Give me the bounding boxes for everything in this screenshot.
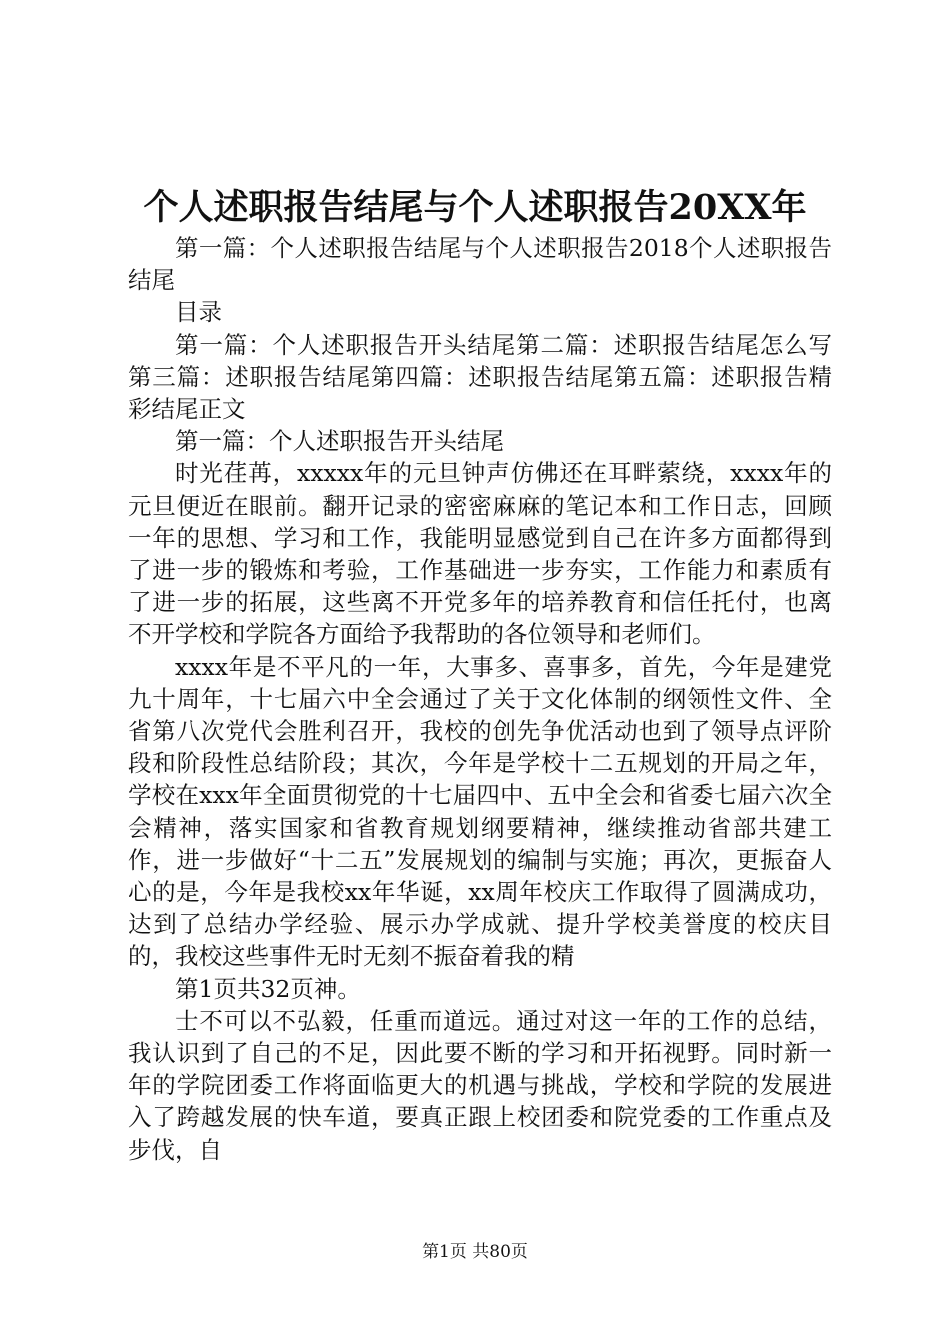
paragraph-part-heading: 第一篇：个人述职报告结尾与个人述职报告2018个人述职报告结尾 bbox=[128, 234, 832, 295]
paragraph-toc-label: 目录 bbox=[175, 298, 222, 327]
paragraph-body-2: xxxx年是不平凡的一年，大事多、喜事多，首先，今年是建党九十周年，十七届六中全会通过了关于文化体制的纲领性文件、全省第八次党代会胜利召开，我校的创先争优活动也到了领导点评阶段和阶段性总结阶段；其次，今年是学校十二五规划的开局之年，学校在xxx年全面贯彻党的十七届四中、五中全会和省委七届六次全会精神，落实国家和省教育规划纲要精神，继续推动省部共建工作，进一步做好“十二五”发展规划的编制与实施；再次，更振奋人心的是，今年是我校xx年华诞，xx周年校庆工作取得了圆满成功，达到了总结办学经验、展示办学成就、提升学校美誉度的校庆目的，我校这些事件无时无刻不振奋着我的精 bbox=[128, 652, 832, 971]
paragraph-body-3: 士不可以不弘毅，任重而道远。通过对这一年的工作的总结，我认识到了自己的不足，因此要不断的学习和开拓视野。同时新一年的学院团委工作将面临更大的机遇与挑战，学校和学院的发展进入了跨越发展的快车道，要真正跟上校团委和院党委的工作重点及步伐，自 bbox=[128, 1006, 832, 1164]
document-body bbox=[128, 232, 832, 1166]
page-footer: 第1页 共80页 bbox=[422, 1242, 528, 1262]
paragraph-toc-entries: 第一篇：个人述职报告开头结尾第二篇：述职报告结尾怎么写第三篇：述职报告结尾第四篇：述职报告结尾第五篇：述职报告精彩结尾正文 bbox=[128, 330, 832, 424]
document-title: 个人述职报告结尾与个人述职报告20XX年 bbox=[143, 187, 807, 228]
paragraph-section-heading: 第一篇：个人述职报告开头结尾 bbox=[175, 427, 504, 456]
paragraph-body-1: 时光荏苒，xxxxx年的元旦钟声仿佛还在耳畔萦绕，xxxx年的元旦便近在眼前。翻开记录的密密麻麻的笔记本和工作日志，回顾一年的思想、学习和工作，我能明显感觉到自己在许多方面都得到了进一步的锻炼和考验，工作基础进一步夯实，工作能力和素质有了进一步的拓展，这些离不开党多年的培养教育和信任托付，也离不开学校和学院各方面给予我帮助的各位领导和老师们。 bbox=[128, 459, 832, 649]
paragraph-page-marker: 第1页共32页神。 bbox=[175, 974, 361, 1003]
